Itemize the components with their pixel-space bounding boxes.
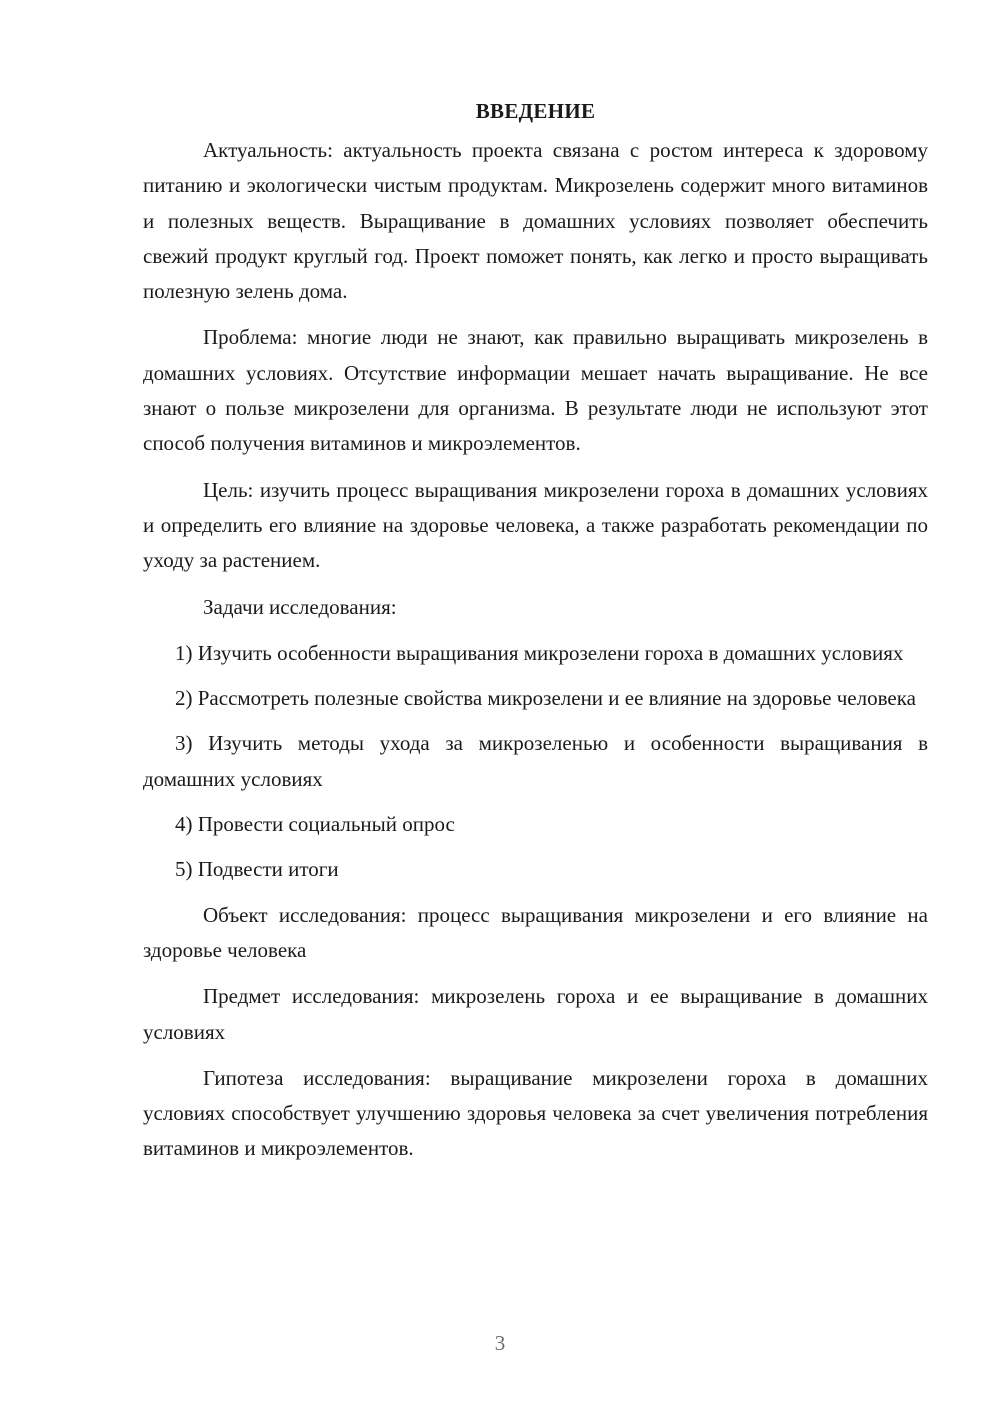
section-heading: ВВЕДЕНИЕ	[475, 99, 596, 123]
task-item-1: 1) Изучить особенности выращивания микрозелени гороха в домашних условиях	[175, 640, 904, 665]
tasks-intro: Задачи исследования:	[203, 594, 397, 619]
page-number: 3	[494, 1331, 506, 1355]
task-item-5: 5) Подвести итоги	[175, 857, 339, 882]
goal-paragraph: Цель: изучить процесс выращивания микрозелени гороха в домашних условиях и определить его влияние на здоровье человека, а также разработать рекомендации по уходу за растением.	[143, 477, 928, 573]
object-paragraph: Объект исследования: процесс выращивания микрозелени и его влияние на здоровье человека	[143, 902, 928, 962]
problem-paragraph: Проблема: многие люди не знают, как правильно выращивать микрозелень в домашних условиях. Отсутствие информации мешает начать выращивание. Не все знают о пользе микрозелени для организма. В результате люди не используют этот способ получения витаминов и микроэлементов.	[143, 325, 928, 456]
relevance-paragraph: Актуальность: актуальность проекта связана с ростом интереса к здоровому питанию и экологически чистым продуктам. Микрозелень содержит много витаминов и полезных веществ. Выращивание в домашних условиях позволяет обеспечить свежий продукт круглый год. Проект поможет понять, как легко и просто выращивать полезную зелень дома.	[143, 138, 928, 304]
task-item-4: 4) Провести социальный опрос	[175, 812, 455, 837]
task-item-3: 3) Изучить методы ухода за микрозеленью и особенности выращивания в домашних условиях	[143, 731, 928, 791]
subject-paragraph: Предмет исследования: микрозелень гороха и ее выращивание в домашних условиях	[143, 984, 928, 1044]
document-page	[143, 96, 928, 1346]
task-item-2: 2) Рассмотреть полезные свойства микрозелени и ее влияние на здоровье человека	[175, 686, 916, 711]
hypothesis-paragraph: Гипотеза исследования: выращивание микрозелени гороха в домашних условиях способствует улучшению здоровья человека за счет увеличения потребления витаминов и микроэлементов.	[143, 1065, 928, 1161]
